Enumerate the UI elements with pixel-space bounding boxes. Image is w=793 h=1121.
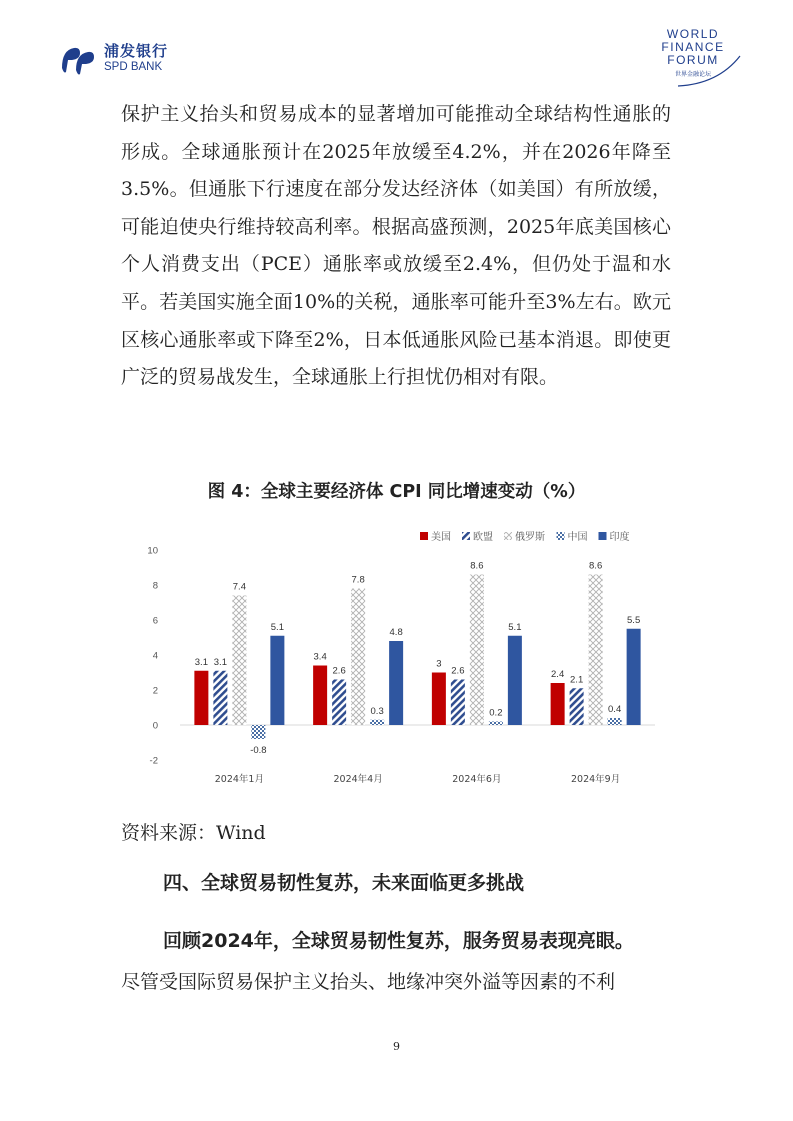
data-label: 2.1 — [570, 674, 584, 686]
legend-label: 欧盟 — [473, 532, 493, 543]
body-paragraph-2: 尽管受国际贸易保护主义抬头、地缘冲突外溢等因素的不利 — [121, 971, 616, 993]
data-label: 5.1 — [508, 621, 522, 633]
bank-name-cn: 浦发银行 — [104, 42, 169, 61]
data-label: 7.4 — [232, 581, 246, 593]
bar-series — [194, 575, 640, 740]
bar-中国-3 — [608, 718, 622, 725]
legend-label: 印度 — [609, 532, 630, 543]
bar-欧盟-1 — [332, 680, 346, 726]
data-label: 2.6 — [332, 665, 346, 677]
x-tick-label: 2024年1月 — [214, 774, 264, 785]
legend-swatch-3 — [557, 532, 565, 540]
data-label: 0.2 — [489, 707, 503, 719]
legend-swatch-1 — [462, 532, 470, 540]
y-tick-label: 0 — [152, 720, 158, 732]
y-axis — [147, 546, 158, 767]
data-label: 3.1 — [194, 656, 208, 668]
bar-欧盟-3 — [570, 688, 584, 725]
legend-swatch-2 — [504, 532, 512, 540]
data-label: 0.3 — [370, 705, 384, 717]
bar-美国-2 — [432, 673, 446, 726]
forum-name-cn: 世界金融论坛 — [674, 71, 711, 78]
legend-swatch-0 — [420, 532, 428, 540]
section-heading: 四、全球贸易韧性复苏，未来面临更多挑战 — [163, 872, 525, 894]
spd-bank-logo — [58, 42, 168, 76]
x-tick-label: 2024年4月 — [333, 774, 383, 785]
y-tick-label: 2 — [152, 685, 158, 697]
data-label: -0.8 — [250, 745, 267, 756]
bar-中国-0 — [251, 725, 265, 739]
y-tick-label: 8 — [152, 580, 158, 592]
bank-name-en: SPD BANK — [104, 61, 163, 74]
data-label: 3.1 — [213, 656, 227, 668]
bar-美国-0 — [194, 671, 208, 725]
y-tick-label: -2 — [149, 755, 158, 767]
bar-印度-0 — [270, 636, 284, 725]
data-label: 3 — [436, 658, 442, 670]
data-label: 5.5 — [627, 614, 641, 626]
forum-line-2: FINANCE — [661, 40, 725, 54]
world-finance-forum-logo — [658, 28, 744, 86]
bar-欧盟-2 — [451, 680, 465, 726]
data-label: 8.6 — [470, 560, 484, 572]
x-axis — [215, 773, 620, 785]
y-tick-label: 6 — [152, 615, 158, 627]
bar-中国-2 — [489, 722, 503, 726]
data-label: 8.6 — [589, 560, 603, 572]
source-note: 资料来源：Wind — [121, 822, 266, 844]
y-tick-label: 10 — [147, 545, 158, 557]
spd-logo-icon — [58, 42, 98, 76]
bar-印度-1 — [389, 641, 403, 725]
forum-swoosh-icon — [658, 28, 744, 90]
bar-俄罗斯-1 — [351, 589, 365, 726]
bar-中国-1 — [370, 720, 384, 725]
body-paragraph-1: 保护主义抬头和贸易成本的显著增加可能推动全球结构性通胀的形成。全球通胀预计在2025年放缓至4.2%，并在2026年降至3.5%。但通胀下行速度在部分发达经济体（如美国）有所放缓，可能迫使央行维持较高利率。根据高盛预测，2025年底美国核心个人消费支出（PCE）通胀率或放缓至2.4%，但仍处于温和水平。若美国实施全面10%的关税，通胀率可能升至3%左右。欧元区核心通胀率或下降至2%，日本低通胀风险已基本消退。即使更广泛的贸易战发生，全球通胀上行担忧仍相对有限。 — [121, 103, 671, 389]
chart-legend — [420, 530, 630, 543]
data-label: 4.8 — [389, 627, 403, 638]
page-number: 9 — [393, 1040, 400, 1053]
forum-line-3: FORUM — [667, 53, 719, 67]
bar-俄罗斯-3 — [589, 575, 603, 726]
bar-美国-3 — [551, 683, 565, 725]
data-label: 2.6 — [451, 665, 465, 677]
legend-label: 中国 — [567, 532, 588, 543]
bar-美国-1 — [313, 666, 327, 726]
y-tick-label: 4 — [152, 650, 158, 662]
data-label: 3.4 — [313, 651, 327, 663]
legend-label: 美国 — [431, 532, 451, 543]
bar-俄罗斯-0 — [232, 596, 246, 726]
data-label: 2.4 — [551, 669, 565, 680]
bar-欧盟-0 — [213, 671, 227, 725]
bar-印度-3 — [627, 629, 641, 725]
x-tick-label: 2024年6月 — [452, 774, 502, 785]
legend-label: 俄罗斯 — [515, 532, 545, 543]
bar-俄罗斯-2 — [470, 575, 484, 726]
x-tick-label: 2024年9月 — [571, 774, 621, 785]
forum-line-1: WORLD — [666, 27, 720, 41]
legend-swatch-4 — [599, 532, 607, 540]
cpi-bar-chart — [140, 520, 670, 795]
lead-sentence: 回顾2024年，全球贸易韧性复苏，服务贸易表现亮眼。 — [163, 930, 634, 952]
data-label: 5.1 — [270, 621, 284, 633]
data-label: 0.4 — [608, 704, 622, 715]
data-label: 7.8 — [351, 574, 365, 586]
figure-title: 图 4：全球主要经济体 CPI 同比增速变动（%） — [207, 482, 586, 502]
bar-印度-2 — [508, 636, 522, 725]
